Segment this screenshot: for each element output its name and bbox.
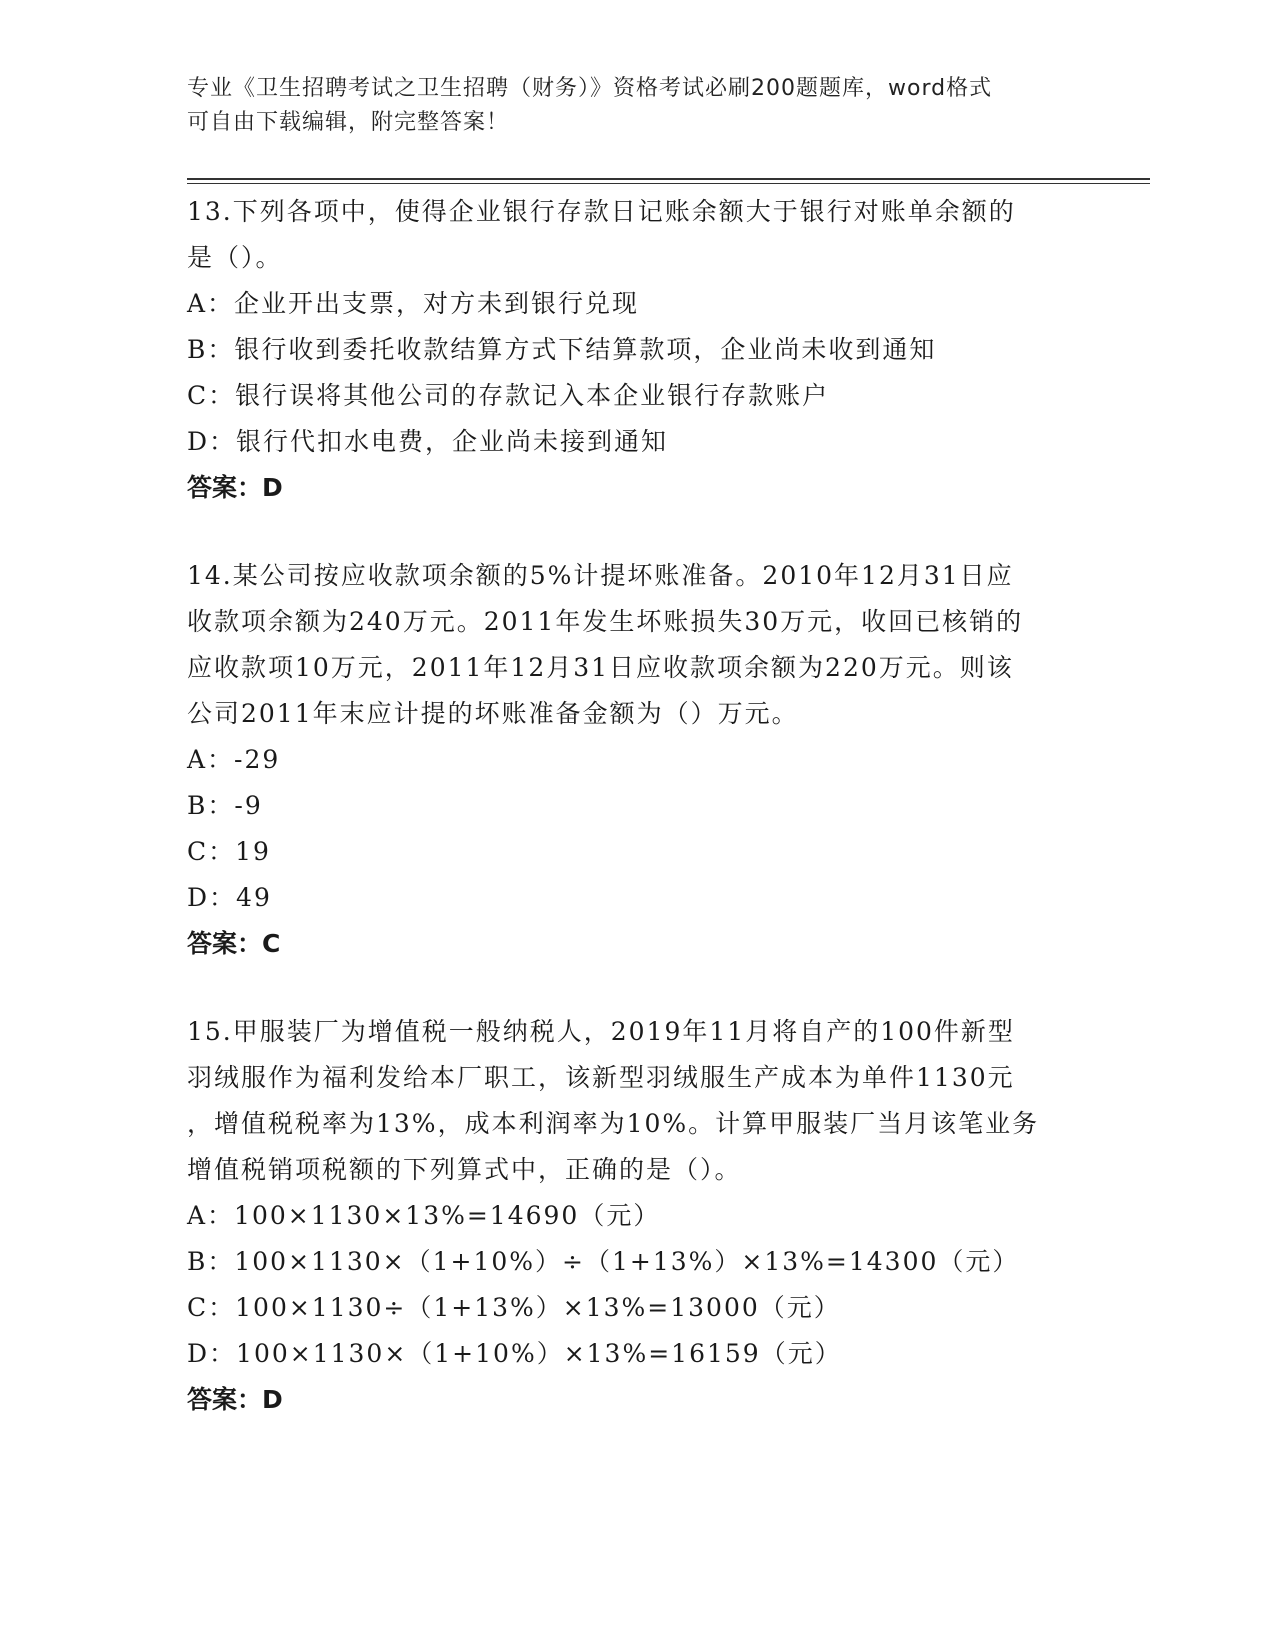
question-stem-line: ，增值税税率为13%，成本利润率为10%。计算甲服装厂当月该笔业务 <box>187 1109 1040 1138</box>
option-c: C：银行误将其他公司的存款记入本企业银行存款账户 <box>187 381 830 410</box>
header-line-1: 专业《卫生招聘考试之卫生招聘（财务）》资格考试必刷200题题库，word格式 <box>187 76 993 101</box>
page-header <box>187 72 1087 140</box>
question-stem-line: 增值税销项税额的下列算式中，正确的是（）。 <box>187 1155 742 1184</box>
header-line-2: 可自由下载编辑，附完整答案！ <box>187 110 510 135</box>
option-d: D：100×1130×（1+10%）×13%=16159（元） <box>187 1339 842 1368</box>
option-a: A：-29 <box>187 745 281 774</box>
question-list <box>187 189 1087 1423</box>
option-d: D：银行代扣水电费，企业尚未接到通知 <box>187 427 669 456</box>
question-stem-line: 13.下列各项中，使得企业银行存款日记账余额大于银行对账单余额的 <box>187 197 1016 226</box>
question-14 <box>187 553 1087 967</box>
option-b: B：银行收到委托收款结算方式下结算款项，企业尚未收到通知 <box>187 335 937 364</box>
option-a: A：100×1130×13%=14690（元） <box>187 1201 661 1230</box>
answer: 答案：C <box>187 929 281 958</box>
question-stem-line: 是（）。 <box>187 243 283 272</box>
option-c: C：19 <box>187 837 271 866</box>
option-b: B：100×1130×（1+10%）÷（1+13%）×13%=14300（元） <box>187 1247 1020 1276</box>
option-c: C：100×1130÷（1+13%）×13%=13000（元） <box>187 1293 841 1322</box>
question-13 <box>187 189 1087 511</box>
question-stem-line: 公司2011年末应计提的坏账准备金额为（）万元。 <box>187 699 799 728</box>
question-15 <box>187 1009 1087 1423</box>
answer: 答案：D <box>187 473 283 502</box>
question-stem-line: 应收款项10万元，2011年12月31日应收款项余额为220万元。则该 <box>187 653 1014 682</box>
header-divider-thin <box>187 183 1150 184</box>
question-stem-line: 收款项余额为240万元。2011年发生坏账损失30万元，收回已核销的 <box>187 607 1024 636</box>
option-b: B：-9 <box>187 791 263 820</box>
question-stem-line: 15.甲服装厂为增值税一般纳税人，2019年11月将自产的100件新型 <box>187 1017 1015 1046</box>
answer: 答案：D <box>187 1385 283 1414</box>
question-stem-line: 14.某公司按应收款项余额的5%计提坏账准备。2010年12月31日应 <box>187 561 1014 590</box>
question-stem-line: 羽绒服作为福利发给本厂职工，该新型羽绒服生产成本为单件1130元 <box>187 1063 1015 1092</box>
option-a: A：企业开出支票，对方未到银行兑现 <box>187 289 640 318</box>
header-divider-thick <box>187 178 1150 180</box>
option-d: D：49 <box>187 883 272 912</box>
